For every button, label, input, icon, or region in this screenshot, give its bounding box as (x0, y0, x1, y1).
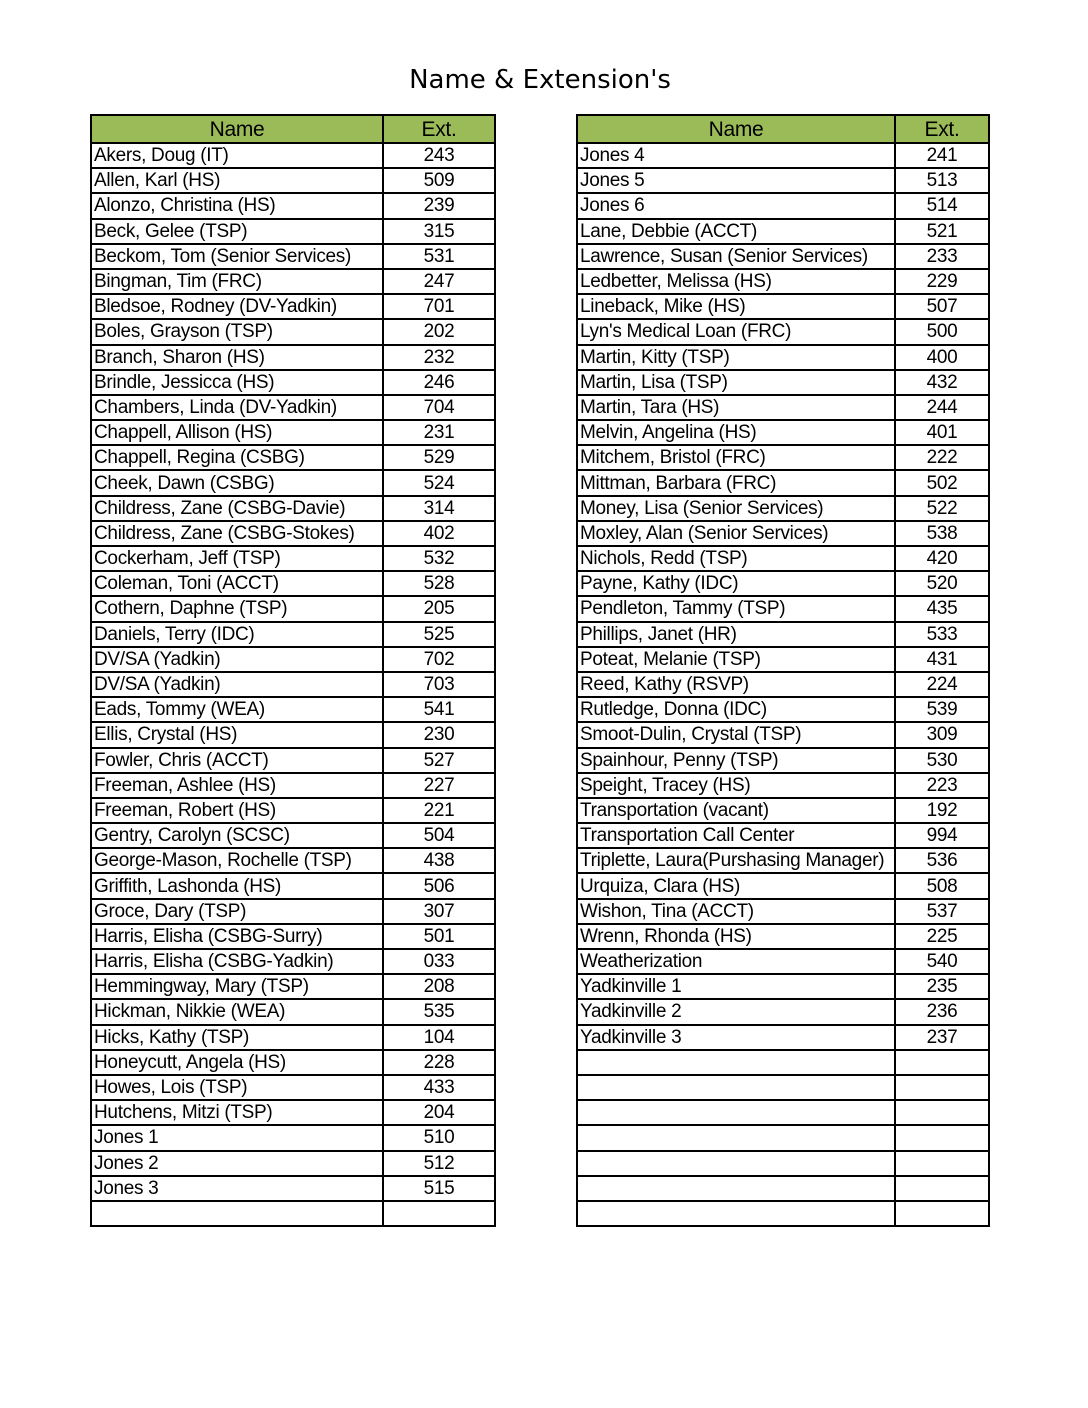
contact-name (577, 1176, 895, 1201)
contact-name: Moxley, Alan (Senior Services) (577, 521, 895, 546)
table-row (91, 546, 495, 571)
extension-number: 540 (895, 949, 989, 974)
contact-name: Eads, Tommy (WEA) (91, 697, 383, 722)
contact-name: Martin, Tara (HS) (577, 395, 895, 420)
contact-name: Lyn's Medical Loan (FRC) (577, 319, 895, 344)
contact-name: Hemmingway, Mary (TSP) (91, 974, 383, 999)
contact-name (577, 1050, 895, 1075)
extension-number: 239 (383, 193, 495, 218)
contact-name (577, 1151, 895, 1176)
extension-number: 704 (383, 395, 495, 420)
extension-number: 205 (383, 596, 495, 621)
table-row (91, 949, 495, 974)
table-row (577, 899, 989, 924)
extension-number: 235 (895, 974, 989, 999)
table-row (91, 319, 495, 344)
extension-number: 513 (895, 168, 989, 193)
extension-number: 314 (383, 496, 495, 521)
table-row (91, 1151, 495, 1176)
contact-name: Triplette, Laura(Purshasing Manager) (577, 848, 895, 873)
contact-name: Rutledge, Donna (IDC) (577, 697, 895, 722)
extension-number: 514 (895, 193, 989, 218)
extension-number: 435 (895, 596, 989, 621)
table-row (91, 773, 495, 798)
extension-number (895, 1050, 989, 1075)
extension-number: 225 (895, 924, 989, 949)
table-row (91, 1176, 495, 1201)
table-row (91, 873, 495, 898)
extension-number: 241 (895, 143, 989, 168)
table-row (91, 445, 495, 470)
extension-number: 230 (383, 722, 495, 747)
table-row (91, 647, 495, 672)
extension-number: 402 (383, 521, 495, 546)
table-row (577, 1125, 989, 1150)
extension-number: 509 (383, 168, 495, 193)
page-title: Name & Extension's (409, 65, 671, 95)
table-row (577, 647, 989, 672)
extension-number: 541 (383, 697, 495, 722)
table-row (91, 823, 495, 848)
extension-number: 224 (895, 672, 989, 697)
table-row (577, 722, 989, 747)
extension-number (895, 1125, 989, 1150)
extension-number: 528 (383, 571, 495, 596)
extension-number: 229 (895, 269, 989, 294)
table-row (577, 873, 989, 898)
contact-name: DV/SA (Yadkin) (91, 647, 383, 672)
contact-name: Groce, Dary (TSP) (91, 899, 383, 924)
contact-name: Chambers, Linda (DV-Yadkin) (91, 395, 383, 420)
contact-name: Yadkinville 1 (577, 974, 895, 999)
extension-number: 702 (383, 647, 495, 672)
table-row (91, 999, 495, 1024)
extension-number: 309 (895, 722, 989, 747)
contact-name: Jones 2 (91, 1151, 383, 1176)
ext-column-header: Ext. (383, 115, 495, 143)
table-row (91, 521, 495, 546)
table-row (577, 848, 989, 873)
extension-number: 247 (383, 269, 495, 294)
table-row (91, 722, 495, 747)
extension-number: 204 (383, 1100, 495, 1125)
contact-name: DV/SA (Yadkin) (91, 672, 383, 697)
contact-name: Daniels, Terry (IDC) (91, 622, 383, 647)
extension-number: 535 (383, 999, 495, 1024)
header-row (577, 115, 989, 143)
table-row (577, 571, 989, 596)
table-row (91, 244, 495, 269)
contact-name: Alonzo, Christina (HS) (91, 193, 383, 218)
extension-number: 315 (383, 219, 495, 244)
table-row (91, 1100, 495, 1125)
extension-number: 508 (895, 873, 989, 898)
contact-name: Ledbetter, Melissa (HS) (577, 269, 895, 294)
table-row (91, 848, 495, 873)
contact-name: Chappell, Allison (HS) (91, 420, 383, 445)
table-row (91, 1075, 495, 1100)
extension-number: 307 (383, 899, 495, 924)
table-row (577, 999, 989, 1024)
extension-number: 531 (383, 244, 495, 269)
table-row (577, 445, 989, 470)
table-row (577, 193, 989, 218)
directory-table-left (90, 114, 496, 1227)
extension-number: 533 (895, 622, 989, 647)
contact-name: Wrenn, Rhonda (HS) (577, 924, 895, 949)
contact-name: Griffith, Lashonda (HS) (91, 873, 383, 898)
contact-name: Lineback, Mike (HS) (577, 294, 895, 319)
directory-rows-right (577, 143, 989, 1226)
contact-name: Bingman, Tim (FRC) (91, 269, 383, 294)
table-row (91, 697, 495, 722)
extension-number: 243 (383, 143, 495, 168)
extension-number: 703 (383, 672, 495, 697)
contact-name: Martin, Lisa (TSP) (577, 370, 895, 395)
table-row (91, 496, 495, 521)
contact-name: Wishon, Tina (ACCT) (577, 899, 895, 924)
contact-name: Coleman, Toni (ACCT) (91, 571, 383, 596)
contact-name: Fowler, Chris (ACCT) (91, 748, 383, 773)
contact-name: Hickman, Nikkie (WEA) (91, 999, 383, 1024)
table-row (91, 193, 495, 218)
table-row (91, 798, 495, 823)
table-row (91, 143, 495, 168)
contact-name: Yadkinville 2 (577, 999, 895, 1024)
table-row (577, 470, 989, 495)
table-row (577, 1100, 989, 1125)
contact-name: Transportation Call Center (577, 823, 895, 848)
table-row (91, 924, 495, 949)
contact-name: Melvin, Angelina (HS) (577, 420, 895, 445)
extension-number: 223 (895, 773, 989, 798)
extension-number: 228 (383, 1050, 495, 1075)
table-row (577, 697, 989, 722)
extension-number (895, 1075, 989, 1100)
table-row (577, 370, 989, 395)
contact-name: Cheek, Dawn (CSBG) (91, 470, 383, 495)
extension-number: 529 (383, 445, 495, 470)
contact-name: Nichols, Redd (TSP) (577, 546, 895, 571)
contact-name: Mittman, Barbara (FRC) (577, 470, 895, 495)
contact-name: Chappell, Regina (CSBG) (91, 445, 383, 470)
extension-number: 521 (895, 219, 989, 244)
table-row (91, 219, 495, 244)
directory-rows-left (91, 143, 495, 1226)
extension-number: 432 (895, 370, 989, 395)
table-row (577, 924, 989, 949)
extension-number: 504 (383, 823, 495, 848)
extension-number: 401 (895, 420, 989, 445)
contact-name: Cockerham, Jeff (TSP) (91, 546, 383, 571)
contact-name: Jones 4 (577, 143, 895, 168)
contact-name: Smoot-Dulin, Crystal (TSP) (577, 722, 895, 747)
directory-table-right (576, 114, 990, 1227)
contact-name: Yadkinville 3 (577, 1025, 895, 1050)
contact-name (577, 1201, 895, 1226)
extension-number: 236 (895, 999, 989, 1024)
table-row (577, 773, 989, 798)
table-row (91, 748, 495, 773)
contact-name: Hicks, Kathy (TSP) (91, 1025, 383, 1050)
contact-name: Ellis, Crystal (HS) (91, 722, 383, 747)
extension-number: 500 (895, 319, 989, 344)
contact-name: Childress, Zane (CSBG-Davie) (91, 496, 383, 521)
contact-name (577, 1075, 895, 1100)
extension-number: 502 (895, 470, 989, 495)
contact-name: Money, Lisa (Senior Services) (577, 496, 895, 521)
table-row (577, 672, 989, 697)
extension-number: 522 (895, 496, 989, 521)
table-row (577, 1176, 989, 1201)
table-row (577, 219, 989, 244)
table-row (91, 370, 495, 395)
table-row (91, 622, 495, 647)
table-row (91, 294, 495, 319)
contact-name: Reed, Kathy (RSVP) (577, 672, 895, 697)
extension-number: 510 (383, 1125, 495, 1150)
table-row (91, 571, 495, 596)
extension-number: 192 (895, 798, 989, 823)
extension-number: 244 (895, 395, 989, 420)
extension-number: 701 (383, 294, 495, 319)
table-row (577, 596, 989, 621)
extension-number: 227 (383, 773, 495, 798)
contact-name: Cothern, Daphne (TSP) (91, 596, 383, 621)
table-row (577, 949, 989, 974)
contact-name: Jones 1 (91, 1125, 383, 1150)
contact-name: Akers, Doug (IT) (91, 143, 383, 168)
contact-name: Urquiza, Clara (HS) (577, 873, 895, 898)
table-row (577, 143, 989, 168)
contact-name: Harris, Elisha (CSBG-Yadkin) (91, 949, 383, 974)
table-row (91, 168, 495, 193)
extension-number: 527 (383, 748, 495, 773)
contact-name: Mitchem, Bristol (FRC) (577, 445, 895, 470)
contact-name: Boles, Grayson (TSP) (91, 319, 383, 344)
contact-name: Beck, Gelee (TSP) (91, 219, 383, 244)
contact-name: Allen, Karl (HS) (91, 168, 383, 193)
extension-number: 536 (895, 848, 989, 873)
contact-name: Jones 3 (91, 1176, 383, 1201)
contact-name: Speight, Tracey (HS) (577, 773, 895, 798)
table-row (91, 1125, 495, 1150)
extension-number: 233 (895, 244, 989, 269)
extension-number: 221 (383, 798, 495, 823)
table-row (577, 1201, 989, 1226)
contact-name: Freeman, Ashlee (HS) (91, 773, 383, 798)
table-row (577, 294, 989, 319)
contact-name: Honeycutt, Angela (HS) (91, 1050, 383, 1075)
table-row (577, 974, 989, 999)
contact-name: Gentry, Carolyn (SCSC) (91, 823, 383, 848)
table-row (91, 974, 495, 999)
contact-name: Harris, Elisha (CSBG-Surry) (91, 924, 383, 949)
extension-number: 506 (383, 873, 495, 898)
name-column-header: Name (91, 115, 383, 143)
table-row (577, 395, 989, 420)
contact-name: Transportation (vacant) (577, 798, 895, 823)
table-row (577, 1075, 989, 1100)
table-row (91, 596, 495, 621)
extension-number: 202 (383, 319, 495, 344)
contact-name: Bledsoe, Rodney (DV-Yadkin) (91, 294, 383, 319)
table-row (91, 1025, 495, 1050)
contact-name: Freeman, Robert (HS) (91, 798, 383, 823)
extension-number: 033 (383, 949, 495, 974)
contact-name: Lawrence, Susan (Senior Services) (577, 244, 895, 269)
table-row (91, 420, 495, 445)
extension-number: 512 (383, 1151, 495, 1176)
ext-column-header: Ext. (895, 115, 989, 143)
extension-number (895, 1201, 989, 1226)
contact-name: Martin, Kitty (TSP) (577, 345, 895, 370)
extension-number: 431 (895, 647, 989, 672)
table-row (577, 748, 989, 773)
contact-name (577, 1100, 895, 1125)
table-row (577, 420, 989, 445)
contact-name: Phillips, Janet (HR) (577, 622, 895, 647)
extension-number: 246 (383, 370, 495, 395)
contact-name: Jones 6 (577, 193, 895, 218)
table-row (577, 823, 989, 848)
table-row (577, 1050, 989, 1075)
contact-name: Childress, Zane (CSBG-Stokes) (91, 521, 383, 546)
table-row (577, 496, 989, 521)
contact-name: Jones 5 (577, 168, 895, 193)
table-row (91, 899, 495, 924)
extension-number: 420 (895, 546, 989, 571)
contact-name: Lane, Debbie (ACCT) (577, 219, 895, 244)
extension-number: 532 (383, 546, 495, 571)
table-row (91, 470, 495, 495)
extension-number: 104 (383, 1025, 495, 1050)
name-column-header: Name (577, 115, 895, 143)
table-row (91, 269, 495, 294)
extension-number: 530 (895, 748, 989, 773)
extension-number: 400 (895, 345, 989, 370)
table-row (577, 798, 989, 823)
contact-name: Payne, Kathy (IDC) (577, 571, 895, 596)
contact-name (91, 1201, 383, 1226)
table-row (91, 395, 495, 420)
extension-number: 537 (895, 899, 989, 924)
table-row (577, 1151, 989, 1176)
extension-number: 507 (895, 294, 989, 319)
extension-number: 515 (383, 1176, 495, 1201)
table-row (577, 244, 989, 269)
contact-name: Brindle, Jessicca (HS) (91, 370, 383, 395)
contact-name: Spainhour, Penny (TSP) (577, 748, 895, 773)
extension-number: 237 (895, 1025, 989, 1050)
table-row (91, 1050, 495, 1075)
extension-number: 222 (895, 445, 989, 470)
contact-name: Beckom, Tom (Senior Services) (91, 244, 383, 269)
table-row (577, 269, 989, 294)
extension-number: 539 (895, 697, 989, 722)
extension-number: 525 (383, 622, 495, 647)
table-row (577, 345, 989, 370)
table-row (577, 1025, 989, 1050)
extension-number: 520 (895, 571, 989, 596)
table-row (577, 546, 989, 571)
contact-name: Poteat, Melanie (TSP) (577, 647, 895, 672)
extension-number (895, 1176, 989, 1201)
contact-name: Weatherization (577, 949, 895, 974)
contact-name: Hutchens, Mitzi (TSP) (91, 1100, 383, 1125)
extension-number: 538 (895, 521, 989, 546)
table-row (577, 168, 989, 193)
contact-name: Branch, Sharon (HS) (91, 345, 383, 370)
contact-name: George-Mason, Rochelle (TSP) (91, 848, 383, 873)
extension-number: 994 (895, 823, 989, 848)
table-row (577, 319, 989, 344)
table-row (577, 622, 989, 647)
header-row (91, 115, 495, 143)
table-row (577, 521, 989, 546)
extension-number: 232 (383, 345, 495, 370)
table-row (91, 672, 495, 697)
table-row (91, 1201, 495, 1226)
extension-number: 501 (383, 924, 495, 949)
extension-number (895, 1100, 989, 1125)
extension-number: 524 (383, 470, 495, 495)
extension-number: 208 (383, 974, 495, 999)
contact-name (577, 1125, 895, 1150)
extension-number: 438 (383, 848, 495, 873)
extension-number (383, 1201, 495, 1226)
contact-name: Pendleton, Tammy (TSP) (577, 596, 895, 621)
table-row (91, 345, 495, 370)
extension-number: 231 (383, 420, 495, 445)
extension-number (895, 1151, 989, 1176)
contact-name: Howes, Lois (TSP) (91, 1075, 383, 1100)
extension-number: 433 (383, 1075, 495, 1100)
